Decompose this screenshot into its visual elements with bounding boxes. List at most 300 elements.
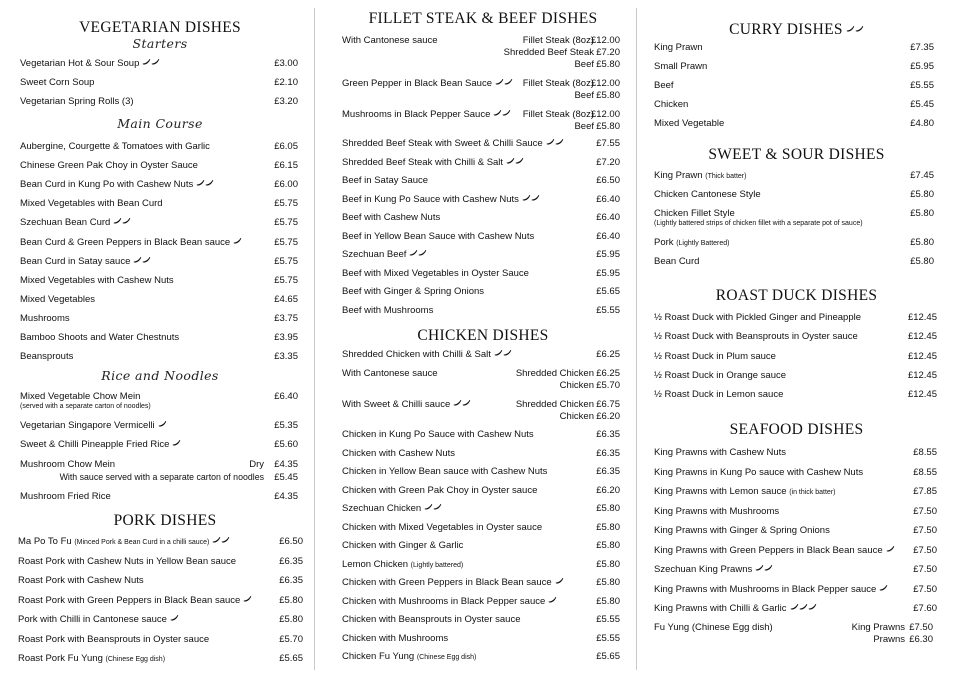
item-price: £7.20 (596, 156, 620, 168)
menu-item (20, 57, 298, 71)
item-name: Chicken with Mushrooms in Black Pepper sauce (342, 595, 557, 608)
menu-item (20, 76, 298, 90)
item-price: £5.55 (910, 80, 934, 91)
item-price: £5.95 (910, 61, 934, 72)
chilli-icon (424, 502, 442, 515)
menu-item (342, 447, 620, 461)
item-name: Mixed Vegetables with Cashew Nuts (20, 274, 174, 286)
menu-item (654, 583, 937, 597)
item-price: £12.45 (907, 350, 937, 362)
option-label: Fillet Steak (8oz) (522, 109, 594, 120)
menu-item (342, 428, 620, 442)
item-name: ½ Roast Duck in Plum sauce (654, 350, 776, 362)
item-name: Vegetarian Hot & Sour Soup (20, 57, 160, 70)
item-price: £5.65 (279, 653, 303, 664)
item-name: Chinese Green Pak Choy in Oyster Sauce (20, 160, 198, 172)
item-price: £6.50 (279, 536, 303, 547)
item-price: £12.00 (590, 109, 620, 120)
menu-item (20, 458, 298, 472)
item-price: £6.20 (596, 484, 620, 496)
menu-item (654, 544, 937, 558)
item-name: Szechuan King Prawns (654, 563, 773, 576)
item-name: Mushrooms (20, 312, 70, 324)
option-label: Beef (574, 121, 594, 132)
item-price: £5.70 (279, 633, 303, 645)
section-title-sweet-sour: SWEET & SOUR DISHES (708, 146, 885, 163)
item-name: King Prawns with Lemon sauce (in thick batter) (654, 486, 836, 497)
item-name: ½ Roast Duck with Pickled Ginger and Pineapple (654, 312, 862, 323)
menu-item (654, 485, 937, 499)
chilli-icon (212, 535, 230, 548)
menu-item (20, 390, 298, 404)
menu-item (342, 285, 620, 299)
item-price: £6.40 (274, 391, 298, 402)
menu-item (20, 274, 298, 288)
item-name: Chicken with Beansprouts in Oyster sauce (342, 614, 521, 625)
item-name: With Cantonese sauce (342, 35, 438, 46)
item-name: King Prawns in Kung Po sauce with Cashew Nuts (654, 466, 864, 478)
item-name: Chicken Cantonese Style (654, 189, 761, 200)
section-title-pork: PORK DISHES (113, 512, 217, 529)
item-name: King Prawns with Chilli & Garlic (654, 602, 817, 615)
option-label: With sauce served with a separate carton of noodles (59, 472, 264, 482)
item-price: £3.95 (274, 332, 298, 343)
option-label: Chicken (559, 380, 594, 391)
item-name: Chicken (654, 99, 689, 110)
menu-item (20, 255, 298, 269)
section-title-roast-duck: ROAST DUCK DISHES (715, 287, 878, 304)
section-title-vegetarian: VEGETARIAN DISHES (79, 19, 241, 36)
item-name: King Prawns with Green Peppers in Black Bean sauce (654, 544, 895, 557)
item-name: Chicken Fu Yung (Chinese Egg dish) (342, 651, 477, 662)
item-price: £5.80 (596, 121, 620, 132)
menu-item (654, 98, 934, 112)
item-price: £6.35 (596, 429, 620, 440)
item-price: £5.35 (274, 420, 298, 431)
item-name: Mixed Vegetables (20, 293, 95, 305)
item-price: £5.80 (596, 577, 620, 588)
option-label: Dry (249, 459, 264, 470)
column-divider (314, 8, 315, 670)
item-name: Mushroom Chow Mein (20, 459, 116, 470)
item-name: Shredded Chicken with Chilli & Salt (342, 348, 512, 361)
item-price: £6.25 (596, 368, 620, 379)
menu-item (20, 438, 298, 452)
item-name: Bean Curd & Green Peppers in Black Bean sauce (20, 236, 242, 249)
menu-item (342, 502, 620, 516)
item-name: Vegetarian Spring Rolls (3) (20, 96, 134, 107)
item-price: £3.00 (274, 58, 298, 69)
item-note: (Chinese Egg dish) (105, 656, 166, 663)
item-price: £6.35 (279, 555, 303, 567)
menu-item (20, 350, 298, 364)
item-price: £5.80 (910, 237, 934, 248)
item-name: Aubergine, Courgette & Tomatoes with Garlic (20, 141, 210, 152)
option-label: Beef (574, 90, 594, 101)
item-price: £6.35 (279, 575, 303, 586)
menu-item (18, 535, 303, 549)
section-title-seafood: SEAFOOD DISHES (729, 421, 864, 438)
item-note: (Lightly battered strips of chicken fillet with a separate pot of sauce) (654, 220, 863, 227)
item-name: Bean Curd (654, 256, 700, 267)
item-price: £12.00 (590, 78, 620, 89)
item-name: Beef in Satay Sauce (342, 175, 429, 186)
item-price: £5.80 (279, 614, 303, 625)
item-name: Mixed Vegetable Chow Mein (20, 391, 141, 402)
menu-item (342, 539, 620, 553)
menu-item (654, 330, 937, 344)
item-name: Mushroom Fried Rice (20, 491, 111, 502)
item-price: £5.95 (596, 249, 620, 260)
item-name: Ma Po To Fu (Minced Pork & Bean Curd in a chilli sauce) (18, 535, 230, 549)
item-price: £6.20 (596, 411, 620, 422)
item-name: Small Prawn (654, 61, 708, 72)
item-name: Roast Pork with Beansprouts in Oyster sauce (18, 633, 210, 645)
menu-item (18, 613, 303, 627)
item-name: Chicken with Green Pak Choy in Oyster sauce (342, 484, 538, 496)
menu-item (20, 236, 298, 250)
item-name: King Prawns with Cashew Nuts (654, 447, 786, 458)
item-price: £5.80 (596, 595, 620, 607)
chilli-icon (172, 438, 181, 451)
option-label: Fillet Steak (8oz) (522, 78, 594, 89)
chilli-icon (133, 255, 151, 268)
menu-item (342, 304, 620, 318)
item-price: £6.30 (909, 634, 933, 645)
item-price: £5.75 (274, 274, 298, 286)
item-price: £12.45 (907, 389, 937, 401)
menu-item (654, 311, 937, 325)
menu-item-option (342, 89, 620, 103)
item-name: Chicken with Mushrooms (342, 632, 449, 644)
chilli-icon (879, 583, 888, 596)
chilli-icon (886, 544, 895, 557)
menu-item (18, 574, 303, 588)
chilli-icon (243, 594, 252, 607)
menu-item (342, 230, 620, 244)
menu-item-option (342, 120, 620, 134)
item-name: Beansprouts (20, 351, 74, 363)
menu-item (342, 348, 620, 362)
menu-item (342, 465, 620, 479)
chilli-icon (409, 248, 427, 261)
menu-item (20, 490, 298, 504)
item-price: £5.55 (596, 632, 620, 644)
menu-item-option (654, 633, 933, 647)
menu-item (20, 216, 298, 230)
item-name: Mushrooms in Black Pepper Sauce (342, 108, 511, 121)
item-price: £5.75 (274, 198, 298, 210)
menu-item (18, 555, 303, 569)
menu-item (342, 632, 620, 646)
item-name: Beef (654, 80, 674, 91)
item-price: £3.35 (274, 351, 298, 363)
section-title-curry (654, 21, 939, 39)
item-price: £4.35 (274, 459, 298, 470)
item-name: Roast Pork with Cashew Nuts (18, 575, 144, 586)
item-name: Chicken with Green Peppers in Black Bean sauce (342, 576, 564, 589)
menu-item (20, 312, 298, 326)
chilli-icon (548, 595, 557, 608)
fu-yung-block (654, 621, 933, 649)
item-name: Szechuan Bean Curd (20, 216, 131, 229)
item-price: £6.35 (596, 466, 620, 477)
item-price: £4.80 (910, 118, 934, 129)
menu-item (654, 369, 937, 383)
item-name: Mixed Vegetable (654, 118, 725, 129)
item-price: £7.50 (913, 544, 937, 556)
item-name: Pork (Lightly Battered) (654, 237, 730, 248)
menu-item (18, 594, 303, 608)
item-price: £7.60 (913, 603, 937, 614)
item-price: £5.80 (596, 503, 620, 514)
menu-item (654, 388, 937, 402)
item-price: £5.60 (274, 439, 298, 450)
item-name: Beef with Ginger & Spring Onions (342, 286, 485, 297)
item-price: £7.50 (913, 583, 937, 595)
option-label: Fillet Steak (8oz) (522, 35, 594, 46)
item-name: Szechuan Chicken (342, 502, 442, 515)
menu-item (654, 117, 934, 131)
chilli-icon (506, 156, 524, 169)
item-price: £6.05 (274, 141, 298, 152)
item-note: (Minced Pork & Bean Curd in a chilli sauce) (74, 539, 210, 547)
menu-item (342, 248, 620, 262)
item-price: £5.80 (596, 59, 620, 70)
item-price: £7.20 (596, 47, 620, 58)
menu-item (654, 255, 934, 269)
item-name: Sweet Corn Soup (20, 77, 95, 88)
item-note: (Lightly battered) (410, 561, 464, 569)
item-name: King Prawn (Thick batter) (654, 170, 747, 181)
rice-noodles-list (20, 390, 298, 510)
item-name: Bamboo Shoots and Water Chestnuts (20, 332, 180, 343)
item-price: £5.75 (274, 236, 298, 248)
item-price: £6.40 (596, 212, 620, 223)
item-name: ½ Roast Duck in Orange sauce (654, 369, 787, 381)
item-name: Chicken with Cashew Nuts (342, 447, 455, 459)
item-price: £7.85 (913, 486, 937, 497)
item-name: Green Pepper in Black Bean Sauce (342, 77, 513, 90)
menu-item (20, 140, 298, 154)
item-name: Beef in Yellow Bean Sauce with Cashew Nuts (342, 230, 535, 242)
menu-item (342, 576, 620, 590)
item-price: £6.40 (596, 193, 620, 205)
item-name: Beef with Cashew Nuts (342, 212, 441, 223)
menu-item (654, 446, 937, 460)
item-name: ½ Roast Duck with Beansprouts in Oyster sauce (654, 331, 858, 343)
menu-item (20, 293, 298, 307)
chilli-icon (142, 57, 160, 70)
item-price: £7.50 (913, 505, 937, 517)
chilli-icon (158, 419, 167, 432)
menu-item (654, 563, 937, 577)
item-price: £5.55 (596, 614, 620, 625)
item-price: £7.50 (909, 622, 933, 633)
item-name: Chicken with Ginger & Garlic (342, 540, 464, 551)
section-title-chicken: CHICKEN DISHES (417, 327, 549, 344)
menu-item (20, 159, 298, 173)
item-name: Chicken with Mixed Vegetables in Oyster sauce (342, 521, 543, 533)
menu-item (654, 236, 934, 250)
item-price: £5.80 (596, 558, 620, 570)
option-label: Shredded Chicken (515, 368, 594, 379)
item-price: £5.80 (596, 90, 620, 101)
item-name: Bean Curd in Satay sauce (20, 255, 151, 268)
subsection-title-starters: Starters (132, 36, 188, 51)
chilli-icon (233, 236, 242, 249)
item-price: £5.80 (596, 521, 620, 533)
item-price: £6.40 (596, 230, 620, 242)
option-label: King Prawns (851, 622, 905, 633)
item-price: £6.50 (596, 175, 620, 186)
column-divider (636, 8, 637, 670)
item-price: £5.80 (910, 208, 934, 219)
menu-item (654, 466, 937, 480)
menu-item-option (342, 58, 620, 72)
menu-item-option (20, 471, 298, 485)
section-title-beef: FILLET STEAK & BEEF DISHES (368, 10, 598, 27)
option-label: Prawns (873, 634, 905, 645)
menu-item (654, 60, 934, 74)
item-note: (Chinese Egg dish) (416, 654, 477, 661)
item-price: £5.70 (596, 380, 620, 391)
menu-item (20, 419, 298, 433)
item-price: £4.65 (274, 293, 298, 305)
item-price: £7.50 (913, 525, 937, 536)
item-name: Fu Yung (Chinese Egg dish) (654, 622, 773, 633)
item-name: King Prawns with Mushrooms in Black Pepper sauce (654, 583, 888, 596)
item-name: Shredded Beef Steak with Chilli & Salt (342, 156, 524, 169)
chilli-icon (546, 137, 564, 150)
menu-item (342, 558, 620, 572)
item-price: £5.65 (596, 286, 620, 297)
item-note: (in thick batter) (789, 489, 836, 496)
item-name: Mixed Vegetables with Bean Curd (20, 198, 163, 210)
item-name: King Prawn (654, 42, 703, 53)
item-note: (served with a separate carton of noodles) (20, 403, 151, 410)
option-label: Shredded Beef Steak (503, 47, 594, 58)
item-price: £5.80 (279, 594, 303, 606)
item-name: King Prawns with Ginger & Spring Onions (654, 525, 830, 536)
item-price: £5.75 (274, 217, 298, 229)
menu-item (20, 95, 298, 109)
chilli-icon (555, 576, 564, 589)
chilli-icon (494, 348, 512, 361)
item-price: £6.15 (274, 160, 298, 172)
item-name: Shredded Beef Steak with Sweet & Chilli Sauce (342, 137, 564, 150)
menu-item (342, 267, 620, 281)
item-price: £5.45 (274, 472, 298, 483)
menu-item (654, 79, 934, 93)
chicken-options-block (342, 348, 620, 423)
item-price: £6.35 (596, 447, 620, 459)
option-label: Beef (574, 59, 594, 70)
menu-item (654, 41, 934, 55)
item-price: £12.45 (907, 369, 937, 381)
menu-item (342, 650, 620, 664)
option-label: Shredded Chicken (515, 399, 594, 410)
item-name: Beef in Kung Po Sauce with Cashew Nuts (342, 193, 540, 206)
item-name: Chicken in Yellow Bean sauce with Cashew Nuts (342, 466, 548, 477)
menu-item (654, 602, 937, 616)
item-price: £12.00 (590, 35, 620, 46)
section-title-text: CURRY DISHES (729, 21, 843, 38)
item-price: £12.45 (907, 331, 937, 343)
item-price: £12.45 (907, 312, 937, 323)
item-price: £3.20 (274, 96, 298, 107)
item-name: Bean Curd in Kung Po with Cashew Nuts (20, 178, 214, 191)
chilli-icon (790, 602, 817, 615)
menu-item (20, 178, 298, 192)
subsection-title-rice-noodles: Rice and Noodles (101, 368, 219, 383)
item-name: Beef with Mushrooms (342, 304, 434, 316)
item-price: £5.95 (596, 267, 620, 279)
item-price: £6.25 (596, 349, 620, 360)
item-name: King Prawns with Mushrooms (654, 505, 780, 517)
menu-item (342, 484, 620, 498)
item-name: Roast Pork with Green Peppers in Black Bean sauce (18, 594, 252, 607)
menu-item (20, 331, 298, 345)
item-name: Beef with Mixed Vegetables in Oyster Sauce (342, 267, 529, 279)
item-price: £6.75 (596, 399, 620, 410)
item-name: Roast Pork with Cashew Nuts in Yellow Bean sauce (18, 555, 237, 567)
item-name: Pork with Chilli in Cantonese sauce (18, 613, 179, 626)
chilli-icon (170, 613, 179, 626)
item-price: £8.55 (913, 447, 937, 458)
subsection-title-main-course: Main Course (117, 116, 203, 131)
item-price: £7.45 (910, 170, 934, 181)
sweet-sour-list (654, 169, 934, 269)
menu-item (654, 350, 937, 364)
menu-item (342, 211, 620, 225)
menu-item-option (342, 410, 620, 424)
item-name: Szechuan Beef (342, 248, 427, 261)
item-price: £7.35 (910, 42, 934, 53)
item-name: Chicken in Kung Po Sauce with Cashew Nuts (342, 429, 534, 440)
item-price: £5.75 (274, 255, 298, 267)
item-name: ½ Roast Duck in Lemon sauce (654, 389, 784, 401)
menu-item (20, 197, 298, 211)
beef-options-block (342, 34, 620, 134)
menu-item (342, 613, 620, 627)
menu-item (654, 207, 934, 221)
item-price: £5.45 (910, 99, 934, 110)
menu-item (342, 137, 620, 151)
item-price: £5.55 (596, 304, 620, 316)
item-price: £4.35 (274, 491, 298, 502)
chilli-icon (113, 216, 131, 229)
menu-item (342, 193, 620, 207)
item-price: £5.65 (596, 651, 620, 662)
item-price: £5.80 (596, 540, 620, 551)
menu-item (654, 188, 934, 202)
chilli-icon (846, 25, 864, 35)
chilli-icon (196, 178, 214, 191)
menu-item (18, 633, 303, 647)
item-name: With Sweet & Chilli sauce (342, 398, 471, 411)
item-name: Sweet & Chilli Pineapple Fried Rice (20, 438, 181, 451)
menu-item (342, 174, 620, 188)
item-name: Chicken Fillet Style (654, 208, 735, 219)
item-price: £6.00 (274, 179, 298, 191)
option-label: Chicken (559, 411, 594, 422)
item-name: With Cantonese sauce (342, 368, 438, 379)
chilli-icon (522, 193, 540, 206)
chilli-icon (755, 563, 773, 576)
menu-item (654, 169, 934, 183)
menu-item (342, 521, 620, 535)
